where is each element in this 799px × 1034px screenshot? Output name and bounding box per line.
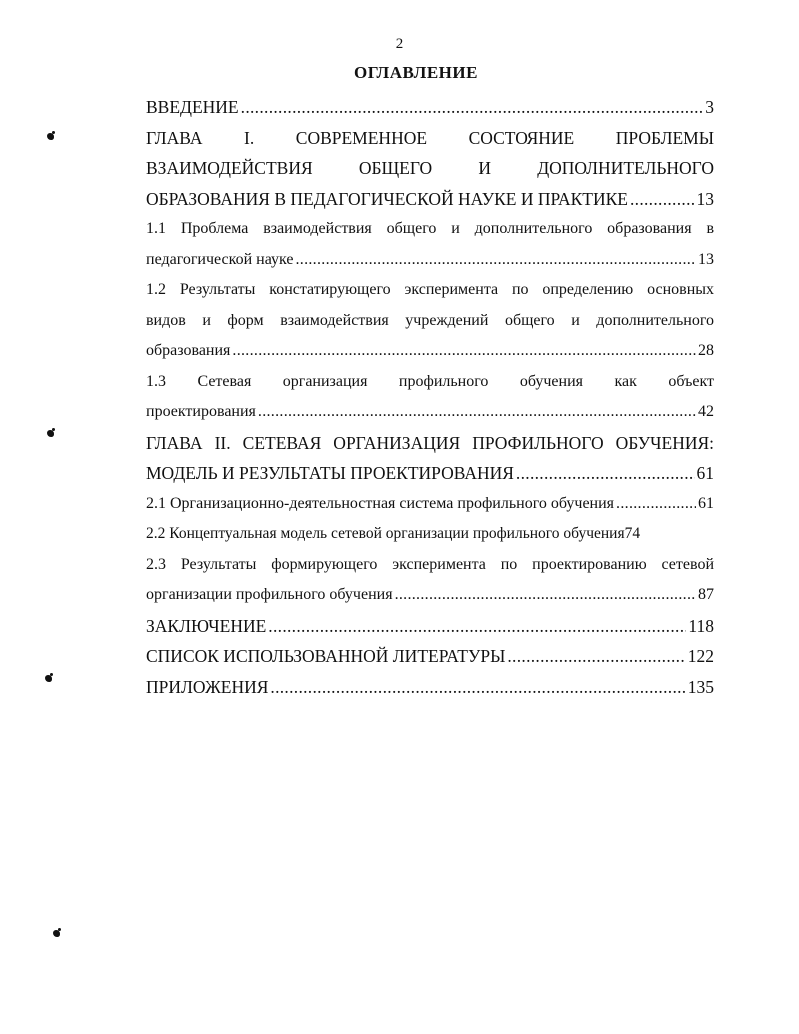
toc-entry-line: ГЛАВА II. СЕТЕВАЯ ОРГАНИЗАЦИЯ ПРОФИЛЬНОГО ОБУЧЕНИЯ:: [146, 432, 714, 453]
toc-entry-line: ВЗАИМОДЕЙСТВИЯ ОБЩЕГО И ДОПОЛНИТЕЛЬНОГО: [146, 158, 714, 178]
toc-entry-text: МОДЕЛЬ И РЕЗУЛЬТАТЫ ПРОЕКТИРОВАНИЯ: [146, 463, 514, 483]
toc-entry-line: [146, 458, 714, 489]
toc-entry-text: 2.1 Организационно-деятельностная система профильного обучения: [146, 494, 615, 512]
dot-leader: [232, 336, 696, 367]
toc-entry-line: [146, 397, 714, 428]
toc-page-number: 42: [698, 403, 714, 420]
toc-entry-text: ЗАКЛЮЧЕНИЕ: [146, 615, 267, 636]
toc-entry-line: [146, 184, 714, 215]
toc-entry-text: СПИСОК ИСПОЛЬЗОВАННОЙ ЛИТЕРАТУРЫ: [146, 646, 506, 666]
scan-speck: [47, 430, 54, 437]
toc-entry-section-2-2[interactable]: [146, 519, 714, 550]
toc-entry-section-1-1[interactable]: [146, 214, 714, 275]
table-of-contents: [146, 92, 714, 702]
toc-page-number: 74: [624, 525, 641, 542]
dot-leader: [395, 580, 696, 611]
toc-entry-section-2-1[interactable]: [146, 489, 714, 520]
toc-entry-line: 1.3 Сетевая организация профильного обучения как объект: [146, 372, 714, 390]
toc-entry-chapter-1[interactable]: [146, 123, 714, 215]
toc-entry-line: 1.1 Проблема взаимодействия общего и дополнительного образования в: [146, 220, 714, 237]
dot-leader: [270, 672, 685, 703]
toc-entry-chapter-2[interactable]: [146, 428, 714, 489]
toc-entry-bibliography[interactable]: [146, 641, 714, 672]
dot-leader: [507, 641, 685, 672]
toc-entry-text: педагогической науке: [146, 250, 294, 268]
dot-leader: [295, 245, 696, 276]
dot-leader: [241, 92, 704, 123]
scan-speck: [45, 675, 52, 682]
dot-leader: [258, 397, 696, 428]
toc-entry-text: 2.2 Концептуальная модель сетевой организации профильного обучения: [146, 525, 625, 542]
page-number: 2: [395, 36, 404, 52]
toc-entry-section-1-2[interactable]: [146, 275, 714, 367]
toc-entry-line: [146, 336, 714, 367]
toc-entry-line: [146, 580, 714, 611]
toc-entry-section-2-3[interactable]: [146, 550, 714, 611]
toc-entry-text: проектирования: [146, 403, 256, 420]
toc-entry-line: видов и форм взаимодействия учреждений общего и дополнительного: [146, 311, 714, 329]
toc-entry-text: ВВЕДЕНИЕ: [146, 97, 239, 117]
toc-entry-line: [146, 245, 714, 276]
scan-speck: [47, 133, 54, 140]
toc-page-number: 122: [687, 646, 714, 666]
toc-entry-section-1-3[interactable]: [146, 367, 714, 428]
toc-entry-line: 1.2 Результаты констатирующего эксперимента по определению основных: [146, 281, 714, 298]
toc-entry-text: образования: [146, 342, 231, 359]
toc-page-number: 135: [687, 676, 714, 697]
toc-entry-line: 2.3 Результаты формирующего эксперимента по проектированию сетевой: [146, 555, 714, 573]
toc-page-number: 61: [696, 463, 714, 483]
dot-leader: [616, 489, 696, 520]
toc-page-number: 118: [688, 615, 714, 636]
toc-page-number: 28: [698, 342, 714, 359]
dot-leader: [630, 184, 695, 215]
toc-entry-introduction[interactable]: [146, 92, 714, 123]
scan-speck: [53, 930, 60, 937]
toc-entry-text: ПРИЛОЖЕНИЯ: [146, 676, 269, 697]
toc-entry-text: ОБРАЗОВАНИЯ В ПЕДАГОГИЧЕСКОЙ НАУКЕ И ПРАКТИКЕ: [146, 188, 628, 209]
toc-entry-appendices[interactable]: [146, 672, 714, 703]
toc-page-number: 87: [698, 586, 714, 603]
toc-page-number: 13: [696, 188, 714, 209]
toc-entry-line: ГЛАВА I. СОВРЕМЕННОЕ СОСТОЯНИЕ ПРОБЛЕМЫ: [146, 127, 714, 148]
toc-page-number: 13: [698, 250, 714, 268]
dot-leader: [516, 458, 695, 489]
toc-page-number: 61: [698, 494, 714, 512]
toc-entry-text: организации профильного обучения: [146, 586, 393, 603]
toc-page-number: 3: [705, 97, 714, 117]
dot-leader: [268, 611, 686, 642]
toc-entry-conclusion[interactable]: [146, 611, 714, 642]
toc-title: ОГЛАВЛЕНИЕ: [354, 63, 478, 82]
